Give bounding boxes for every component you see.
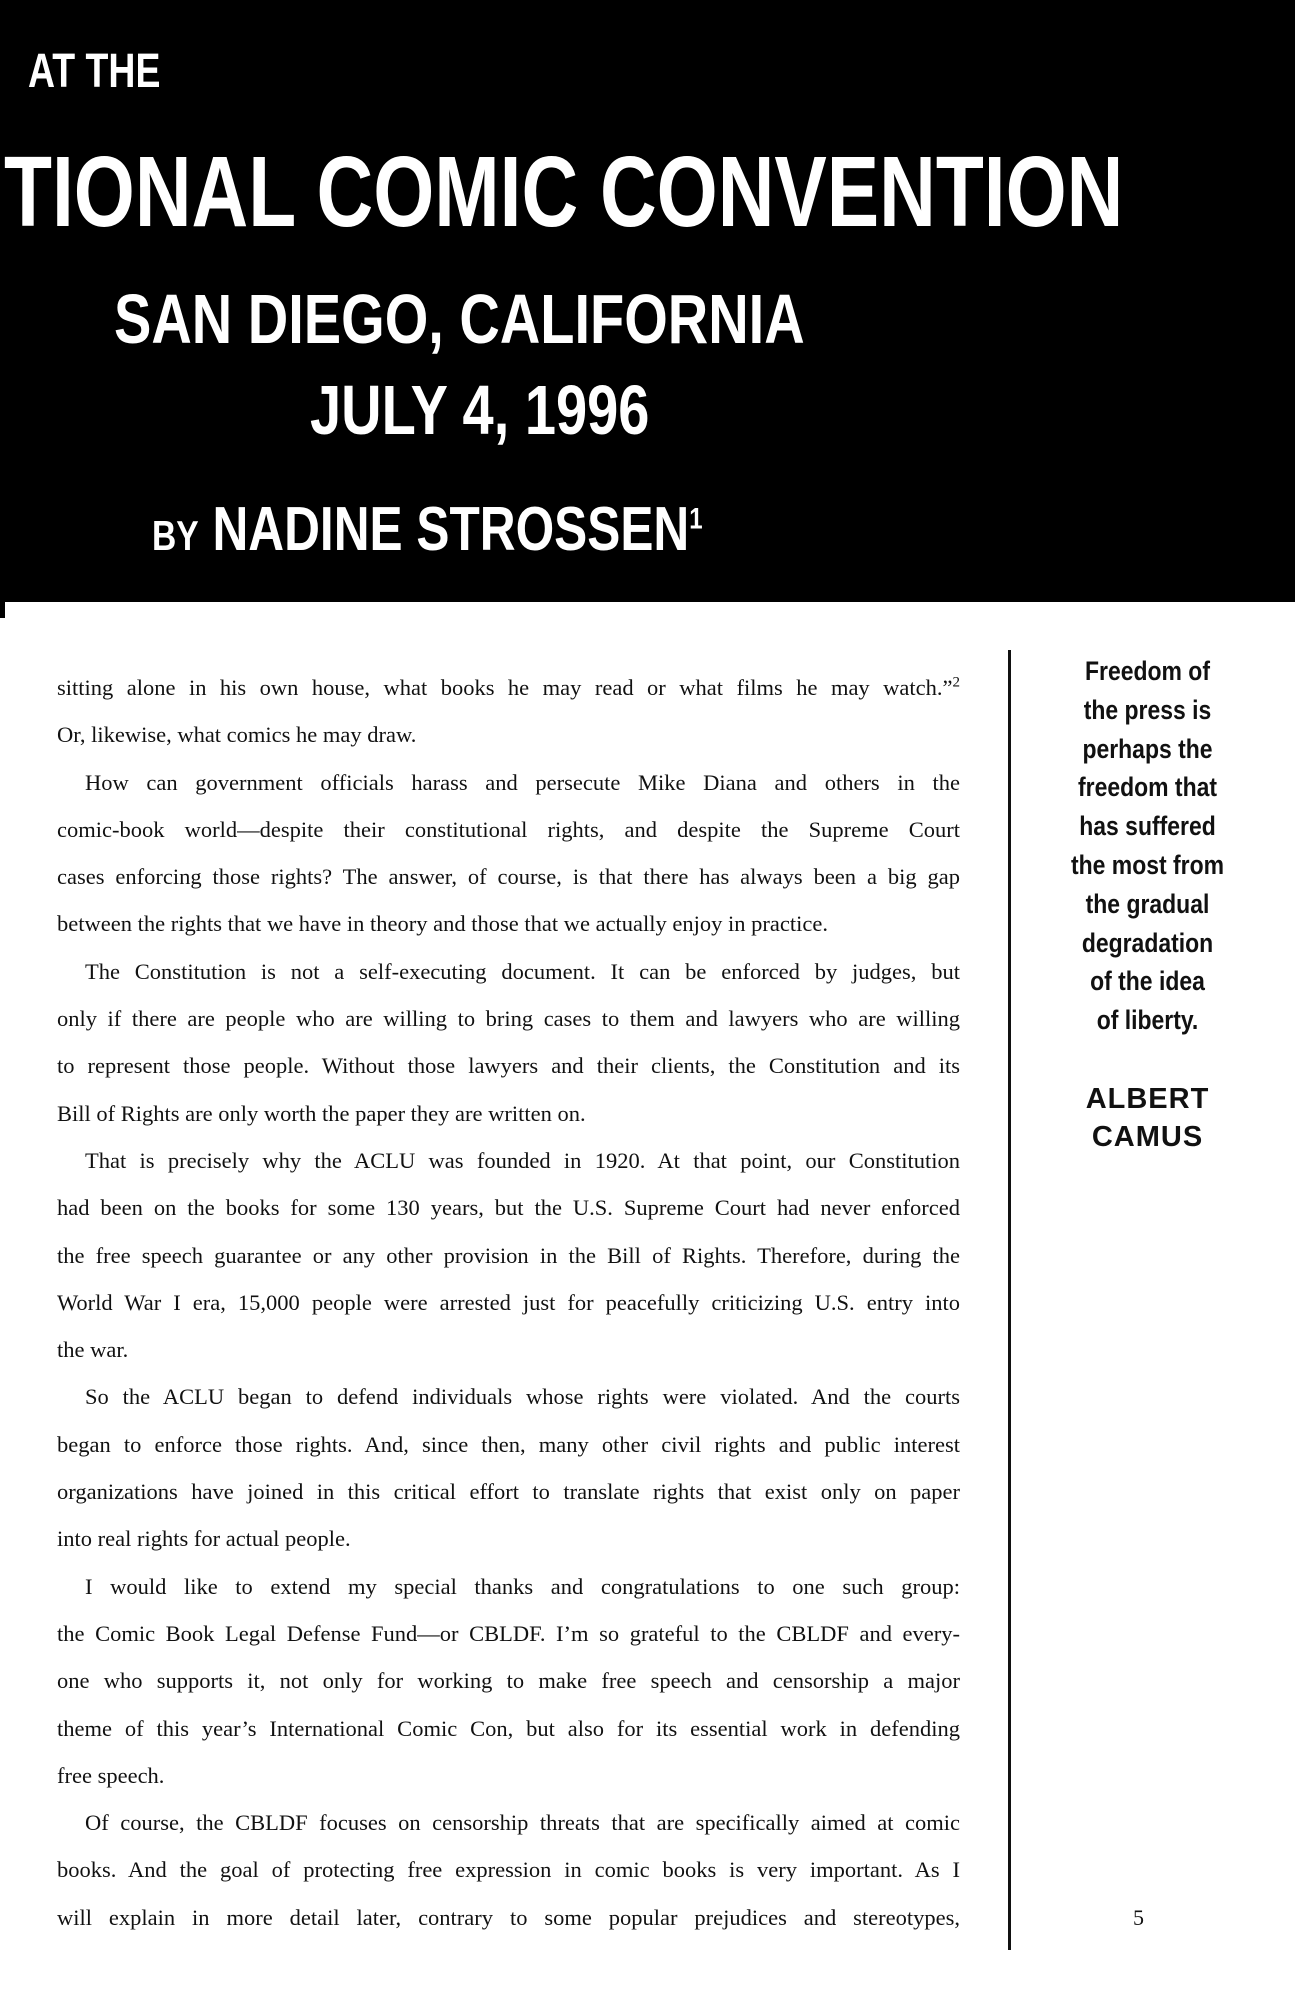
quote-line: perhaps the (1082, 733, 1213, 764)
body-line (57, 1515, 960, 1562)
body-line (57, 948, 960, 995)
banner-tick-mark (0, 600, 5, 618)
quote-line: has suffered (1079, 811, 1216, 842)
body-line (57, 1705, 960, 1752)
body-line-text: organizations have joined in this critical effort to translate rights that exist only on paper (57, 1479, 960, 1505)
title-banner (0, 0, 1295, 602)
sidebar-quote (1030, 652, 1265, 1040)
body-line (57, 1421, 960, 1468)
body-line (57, 664, 960, 711)
title-date: JULY 4, 1996 (310, 371, 650, 449)
body-line (57, 1279, 960, 1326)
quote-author-line: ALBERT (1085, 1083, 1210, 1115)
body-line-text: began to enforce those rights. And, since then, many other civil rights and public interest (57, 1431, 960, 1457)
body-line-text: will explain in more detail later, contrary to some popular prejudices and stereotypes, (57, 1904, 960, 1930)
body-line-text: comic-book world—despite their constitutional rights, and despite the Supreme Court (57, 816, 960, 842)
quote-line: degradation (1081, 927, 1214, 958)
body-line-text: The Constitution is not a self-executing document. It can be enforced by judges, but (85, 958, 960, 984)
body-line (57, 1232, 960, 1279)
body-line-text: the war. (57, 1337, 129, 1363)
quote-line: the gradual (1085, 888, 1210, 919)
sidebar-quote-author (1030, 1080, 1265, 1156)
body-line (57, 900, 960, 947)
body-line-text: one who supports it, not only for working to make free speech and censorship a major (57, 1668, 960, 1694)
body-line-text: free speech. (57, 1762, 165, 1788)
body-line (57, 711, 960, 758)
body-line-text: had been on the books for some 130 years, but the U.S. Supreme Court had never enforced (57, 1195, 960, 1221)
body-line-text: cases enforcing those rights? The answer, of course, is that there has always been a big gap (57, 864, 960, 890)
body-line-text: Or, likewise, what comics he may draw. (57, 722, 417, 748)
body-text (57, 664, 960, 1941)
body-line-text: Of course, the CBLDF focuses on censorship threats that are specifically aimed at comic (85, 1810, 960, 1836)
body-line-text: the Comic Book Legal Defense Fund—or CBLDF. I’m so grateful to the CBLDF and every- (57, 1620, 960, 1646)
body-line (57, 1042, 960, 1089)
body-line (57, 1326, 960, 1373)
quote-author-line: CAMUS (1091, 1121, 1204, 1153)
body-line-text: theme of this year’s International Comic Con, but also for its essential work in defending (57, 1715, 960, 1741)
body-line (57, 1090, 960, 1137)
body-line (57, 995, 960, 1042)
quote-line: the press is (1083, 694, 1212, 725)
body-line (57, 1752, 960, 1799)
body-line (57, 1184, 960, 1231)
quote-line: freedom that (1077, 772, 1218, 803)
body-line (57, 1799, 960, 1846)
body-line-text: to represent those people. Without those lawyers and their clients, the Constitution and its (57, 1053, 960, 1079)
column-divider (1008, 650, 1011, 1950)
body-line (57, 1846, 960, 1893)
body-line-text: sitting alone in his own house, what books he may read or what films he may watch.” (57, 675, 953, 700)
body-line-text: into real rights for actual people. (57, 1526, 351, 1552)
body-line-text: How can government officials harass and persecute Mike Diana and others in the (85, 769, 960, 795)
title-main: TIONAL COMIC CONVENTION (4, 136, 1124, 248)
body-line (57, 1657, 960, 1704)
body-line (57, 1373, 960, 1420)
body-line (57, 1137, 960, 1184)
quote-line: the most from (1070, 849, 1224, 880)
body-line-text: only if there are people who are willing to bring cases to them and lawyers who are willing (57, 1006, 960, 1032)
body-line (57, 1610, 960, 1657)
quote-line: of the idea (1090, 966, 1205, 997)
body-line (57, 853, 960, 900)
body-line (57, 1894, 960, 1941)
body-line-text: So the ACLU began to defend individuals whose rights were violated. And the courts (85, 1384, 960, 1410)
title-line-at-the: AT THE (28, 45, 161, 98)
body-line-text: I would like to extend my special thanks and congratulations to one such group: (85, 1573, 960, 1599)
byline-by: BY (152, 512, 199, 559)
quote-line: of liberty. (1096, 1005, 1199, 1036)
title-location: SAN DIEGO, CALIFORNIA (114, 280, 805, 358)
byline (152, 494, 703, 565)
author-footnote-ref: 1 (689, 502, 703, 536)
body-line-text: books. And the goal of protecting free expression in comic books is very important. As I (57, 1857, 960, 1883)
quote-line: Freedom of (1085, 656, 1210, 686)
byline-author: NADINE STROSSEN (212, 495, 690, 564)
body-line-text: That is precisely why the ACLU was founded in 1920. At that point, our Constitution (85, 1147, 960, 1173)
body-line (57, 806, 960, 853)
body-line (57, 759, 960, 806)
page-number: 5 (1133, 1905, 1144, 1930)
footnote-ref: 2 (952, 674, 960, 691)
body-line (57, 1468, 960, 1515)
body-line-text: Bill of Rights are only worth the paper they are written on. (57, 1100, 586, 1126)
body-line-text: the free speech guarantee or any other provision in the Bill of Rights. Therefore, during the (57, 1242, 960, 1268)
body-line-text: World War I era, 15,000 people were arrested just for peacefully criticizing U.S. entry into (57, 1289, 960, 1315)
body-line (57, 1563, 960, 1610)
body-line-text: between the rights that we have in theory and those that we actually enjoy in practice. (57, 911, 828, 937)
